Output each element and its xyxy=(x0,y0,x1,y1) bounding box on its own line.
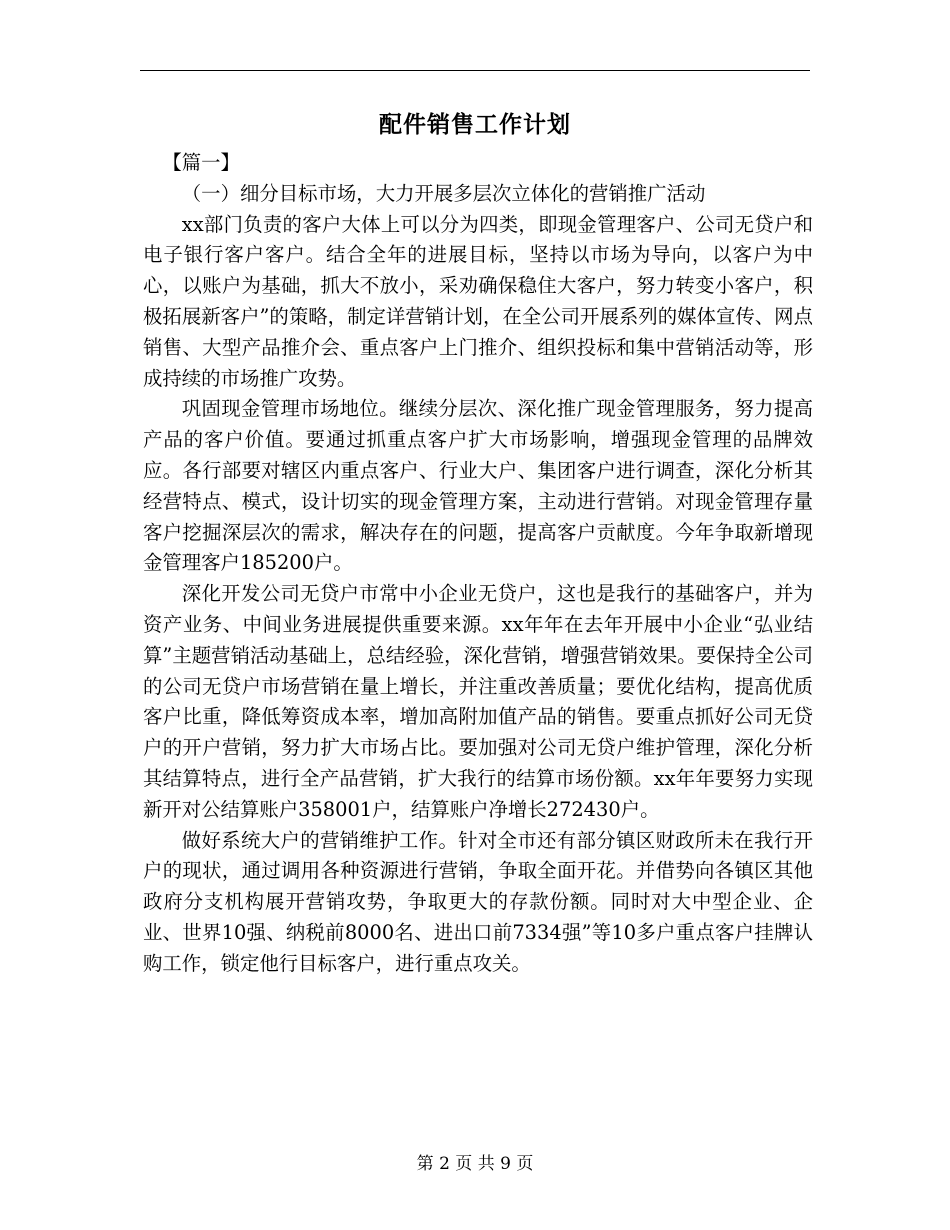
body-paragraph: 深化开发公司无贷户市常中小企业无贷户，这也是我行的基础客户，并为资产业务、中间业务进展提供重要来源。xx年年在去年开展中小企业“弘业结算”主题营销活动基础上，总结经验，深化营销，增强营销效果。要保持全公司的公司无贷户市场营销在量上增长，并注重改善质量；要优化结构，提高优质客户比重，降低筹资成本率，增加高附加值产品的销售。要重点抓好公司无贷户的开户营销，努力扩大市场占比。要加强对公司无贷户维护管理，深化分析其结算特点，进行全产品营销，扩大我行的结算市场份额。xx年年要努力实现新开对公结算账户358001户，结算账户净增长272430户。 xyxy=(143,582,813,821)
document-title: 配件销售工作计划 xyxy=(379,111,571,138)
section-label: 【篇一】 xyxy=(162,151,240,174)
page-number: 第 2 页 共 9 页 xyxy=(416,1154,534,1174)
document-body xyxy=(143,148,813,980)
header-rule xyxy=(140,70,810,71)
body-paragraph: xx部门负责的客户大体上可以分为四类，即现金管理客户、公司无贷户和电子银行客户客户。结合全年的进展目标，坚持以市场为导向，以客户为中心，以账户为基础，抓大不放小，采劝确保稳住大客户，努力转变小客户，积极拓展新客户”的策略，制定详营销计划，在全公司开展系列的媒体宣传、网点销售、大型产品推介会、重点客户上门推介、组织投标和集中营销活动等，形成持续的市场推广攻势。 xyxy=(143,212,813,390)
body-paragraph: 做好系统大户的营销维护工作。针对全市还有部分镇区财政所未在我行开户的现状，通过调用各种资源进行营销，争取全面开花。并借势向各镇区其他政府分支机构展开营销攻势，争取更大的存款份额。同时对大中型企业、企业、世界10强、纳税前8000名、进出口前7334强”等10多户重点客户挂牌认购工作，锁定他行目标客户，进行重点攻关。 xyxy=(143,828,813,975)
body-paragraph: 巩固现金管理市场地位。继续分层次、深化推广现金管理服务，努力提高产品的客户价值。要通过抓重点客户扩大市场影响，增强现金管理的品牌效应。各行部要对辖区内重点客户、行业大户、集团客户进行调查，深化分析其经营特点、模式，设计切实的现金管理方案，主动进行营销。对现金管理存量客户挖掘深层次的需求，解决存在的问题，提高客户贡献度。今年争取新增现金管理客户185200户。 xyxy=(143,397,813,575)
subsection-heading: （一）细分目标市场，大力开展多层次立体化的营销推广活动 xyxy=(181,181,706,205)
